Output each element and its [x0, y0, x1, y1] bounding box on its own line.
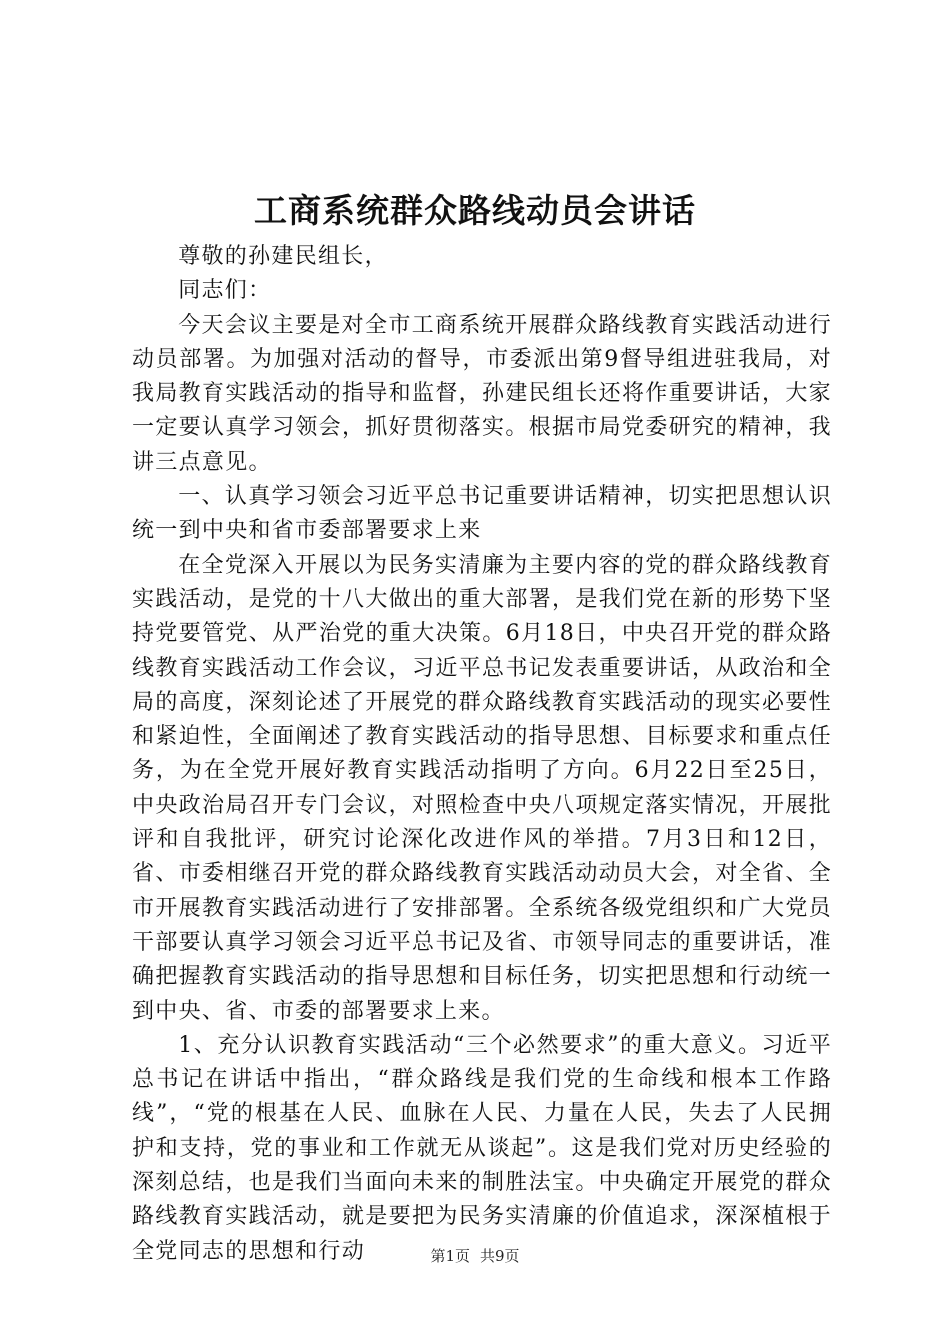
body-paragraph: 1、充分认识教育实践活动“三个必然要求”的重大意义。习近平总书记在讲话中指出，“群众路线是我们党的生命线和根本工作路线”，“党的根基在人民、血脉在人民、力量在人民，失去了人民拥护和支持，党的事业和工作就无从谈起”。这是我们党对历史经验的深刻总结，也是我们当面向未来的制胜法宝。中央确定开展党的群众路线教育实践活动，就是要把为民务实清廉的价值追求，深深植根于全党同志的思想和行动 [132, 1032, 832, 1264]
document-body [132, 240, 832, 1269]
section-heading: 一、认真学习领会习近平总书记重要讲话精神，切实把思想认识统一到中央和省市委部署要求上来 [132, 484, 832, 544]
page-total: 共9页 [480, 1247, 520, 1265]
body-paragraph: 今天会议主要是对全市工商系统开展群众路线教育实践活动进行动员部署。为加强对活动的督导，市委派出第9督导组进驻我局，对我局教育实践活动的指导和监督，孙建民组长还将作重要讲话，大家一定要认真学习领会，抓好贯彻落实。根据市局党委研究的精神，我讲三点意见。 [132, 312, 832, 475]
salutation-line: 尊敬的孙建民组长， [178, 244, 388, 269]
page-number: 第1页 [430, 1247, 470, 1265]
page-footer [0, 1245, 950, 1266]
salutation-line: 同志们： [178, 278, 272, 304]
body-paragraph: 在全党深入开展以为民务实清廉为主要内容的党的群众路线教育实践活动，是党的十八大做出的重大部署，是我们党在新的形势下坚持党要管党、从严治党的重大决策。6月18日，中央召开党的群众路线教育实践活动工作会议，习近平总书记发表重要讲话，从政治和全局的高度，深刻论述了开展党的群众路线教育实践活动的现实必要性和紧迫性，全面阐述了教育实践活动的指导思想、目标要求和重点任务，为在全党开展好教育实践活动指明了方向。6月22日至25日，中央政治局召开专门会议，对照检查中央八项规定落实情况，开展批评和自我批评，研究讨论深化改进作风的举措。7月3日和12日，省、市委相继召开党的群众路线教育实践活动动员大会，对全省、全市开展教育实践活动进行了安排部署。全系统各级党组织和广大党员干部要认真学习领会习近平总书记及省、市领导同志的重要讲话，准确把握教育实践活动的指导思想和目标任务，切实把思想和行动统一到中央、省、市委的部署要求上来。 [132, 552, 832, 1024]
document-title: 工商系统群众路线动员会讲话 [254, 191, 696, 230]
